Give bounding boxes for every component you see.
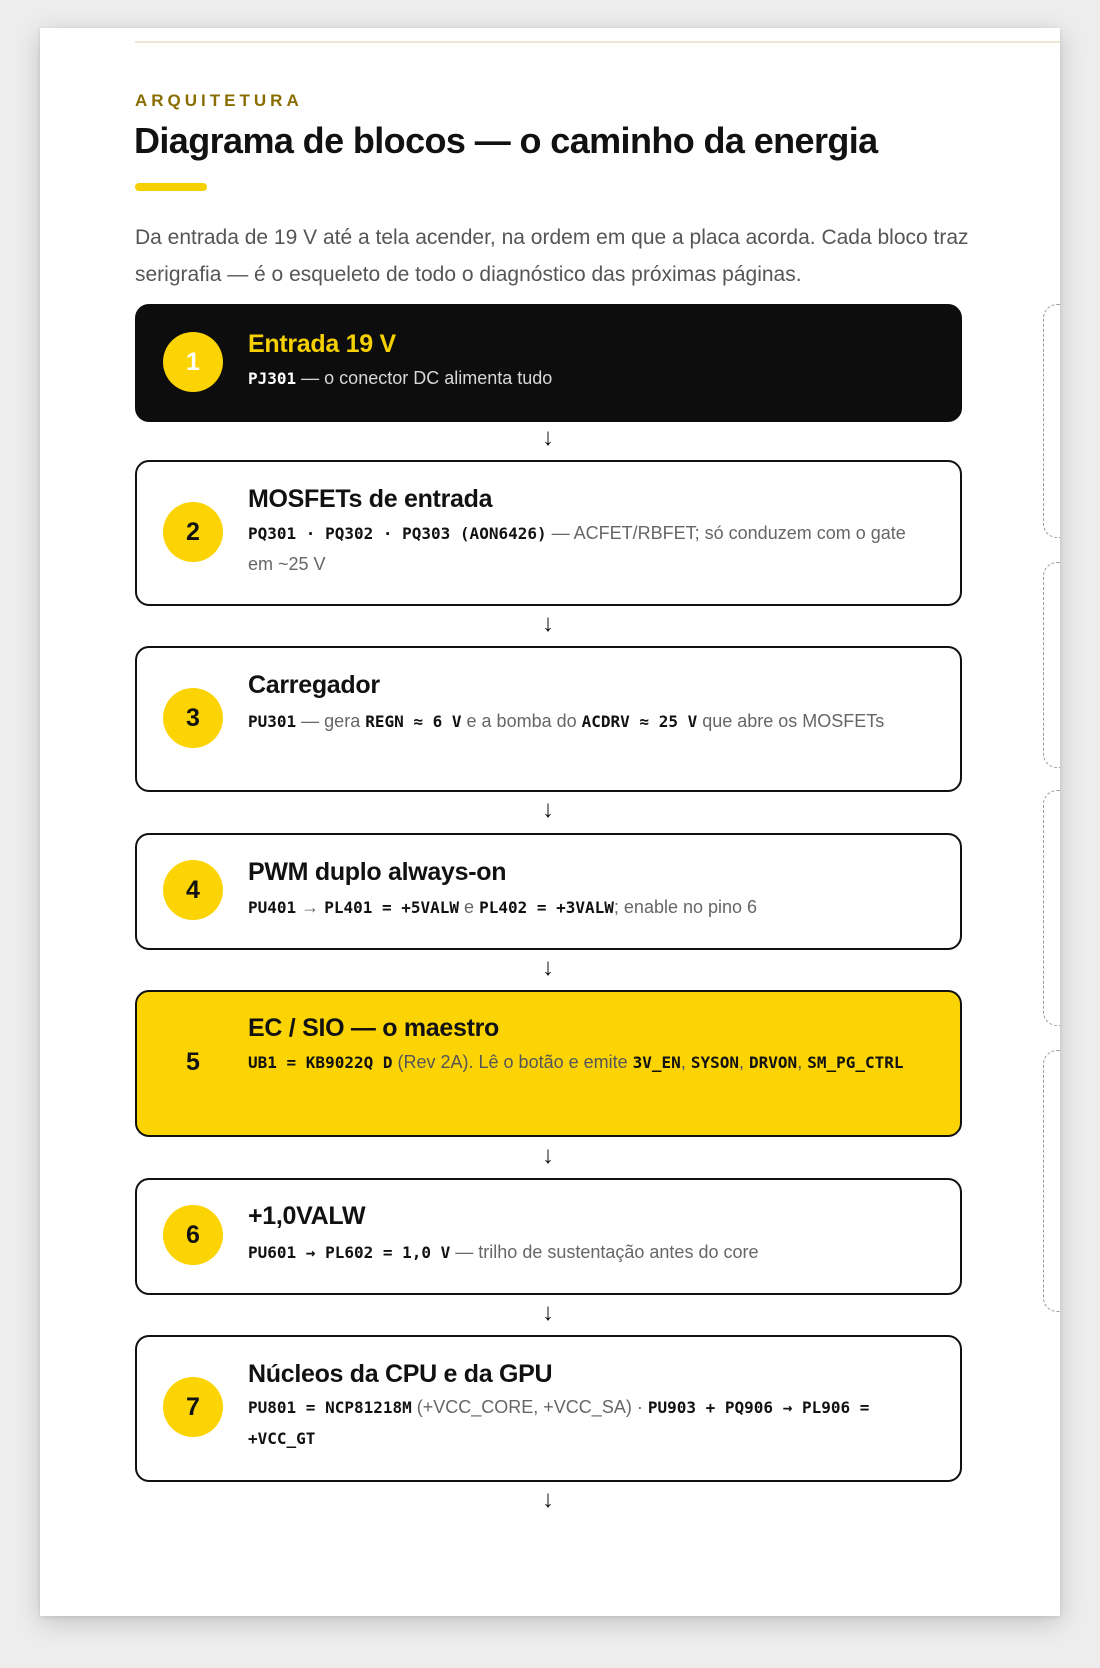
side-panel-outline xyxy=(1043,562,1060,768)
down-arrow-icon: ↓ xyxy=(542,796,554,823)
component-code: DRVON xyxy=(749,1053,798,1072)
intro-line-1: Da entrada de 19 V até a tela acender, na ordem em que a placa acorda. Cada bloco traz xyxy=(135,226,969,249)
flow-block-6 xyxy=(135,1178,962,1295)
component-code: PU601 → PL602 = 1,0 V xyxy=(248,1243,451,1262)
description-text: → xyxy=(296,897,325,917)
component-code: PU401 xyxy=(248,898,297,917)
component-code: PL402 = +3VALW xyxy=(479,898,614,917)
component-code: PJ301 xyxy=(248,369,297,388)
flow-block-2 xyxy=(135,460,962,606)
component-code: UB1 = KB9022Q D xyxy=(248,1053,393,1072)
block-title: Entrada 19 V xyxy=(248,330,396,358)
component-code: PU903 + PQ906 → PL906 = +VCC_GT xyxy=(248,1398,870,1448)
step-number-badge: 2 xyxy=(163,502,223,562)
side-panel-outline xyxy=(1043,304,1060,538)
block-description xyxy=(248,518,928,579)
block-title: +1,0VALW xyxy=(248,1202,366,1230)
block-description xyxy=(248,706,928,737)
step-number-badge: 1 xyxy=(163,332,223,392)
down-arrow-icon: ↓ xyxy=(542,424,554,451)
description-text: , xyxy=(680,1052,691,1072)
block-description xyxy=(248,1047,928,1078)
description-text: — o conector DC alimenta tudo xyxy=(296,368,553,388)
description-text: (Rev 2A). Lê o botão e emite xyxy=(392,1052,633,1072)
description-text: e xyxy=(459,897,480,917)
block-description xyxy=(248,363,928,394)
component-code: SYSON xyxy=(690,1053,739,1072)
component-code: 3V_EN xyxy=(632,1053,681,1072)
block-title: Núcleos da CPU e da GPU xyxy=(248,1360,553,1388)
intro-paragraph xyxy=(135,219,1060,293)
flow-block-7 xyxy=(135,1335,962,1482)
step-number-badge: 5 xyxy=(186,1048,200,1076)
component-code: PL401 = +5VALW xyxy=(324,898,460,917)
side-panel-outline xyxy=(1043,790,1060,1026)
block-description xyxy=(248,892,928,923)
component-code: ACDRV ≈ 25 V xyxy=(581,712,698,731)
block-description xyxy=(248,1237,928,1268)
down-arrow-icon: ↓ xyxy=(542,1299,554,1326)
page-title: Diagrama de blocos — o caminho da energia xyxy=(134,120,878,161)
top-divider xyxy=(135,41,1060,43)
step-number-badge: 4 xyxy=(163,860,223,920)
component-code: SM_PG_CTRL xyxy=(807,1053,904,1072)
step-number-badge: 6 xyxy=(163,1205,223,1265)
side-panel-outline xyxy=(1043,1050,1060,1312)
block-title: EC / SIO — o maestro xyxy=(248,1014,500,1042)
block-title: Carregador xyxy=(248,671,380,699)
flow-block-1 xyxy=(135,304,962,422)
down-arrow-icon: ↓ xyxy=(542,954,554,981)
block-description xyxy=(248,1392,928,1454)
down-arrow-icon: ↓ xyxy=(542,610,554,637)
block-title: PWM duplo always-on xyxy=(248,858,507,886)
component-code: REGN ≈ 6 V xyxy=(365,712,462,731)
description-text: e a bomba do xyxy=(461,711,582,731)
flow-block-3 xyxy=(135,646,962,792)
component-code: PQ301 · PQ302 · PQ303 (AON6426) xyxy=(248,524,547,543)
down-arrow-icon: ↓ xyxy=(542,1142,554,1169)
flow-block-4 xyxy=(135,833,962,950)
component-code: PU801 = NCP81218M xyxy=(248,1398,412,1417)
intro-line-2: serigrafia — é o esqueleto de todo o diagnóstico das próximas páginas. xyxy=(135,263,802,286)
down-arrow-icon: ↓ xyxy=(542,1486,554,1513)
document-page xyxy=(40,28,1060,1616)
description-text: , xyxy=(739,1052,750,1072)
description-text: (+VCC_CORE, +VCC_SA) · xyxy=(411,1397,648,1417)
step-number-badge: 3 xyxy=(163,688,223,748)
component-code: PU301 xyxy=(248,712,297,731)
description-text: — ACFET/RBFET; só conduzem com o gate em ~25 V xyxy=(248,523,906,574)
description-text: , xyxy=(797,1052,808,1072)
step-number-badge: 7 xyxy=(163,1377,223,1437)
description-text: ; enable no pino 6 xyxy=(613,897,758,917)
section-eyebrow: ARQUITETURA xyxy=(135,91,303,110)
block-title: MOSFETs de entrada xyxy=(248,485,493,513)
title-accent-bar xyxy=(135,183,207,191)
description-text: — gera xyxy=(296,711,366,731)
flow-block-5 xyxy=(135,990,962,1137)
description-text: que abre os MOSFETs xyxy=(697,711,885,731)
description-text: — trilho de sustentação antes do core xyxy=(450,1242,759,1262)
